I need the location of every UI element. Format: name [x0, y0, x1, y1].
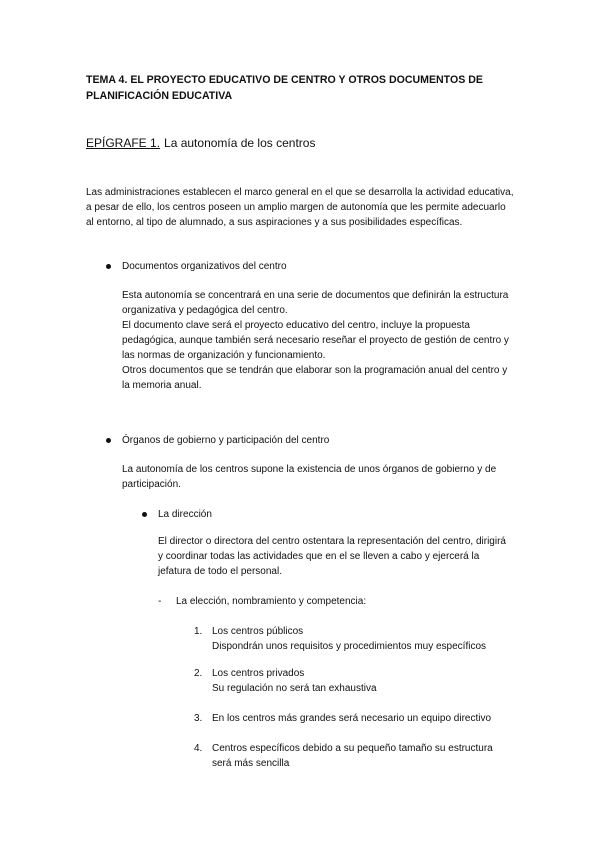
paragraph-line: jefatura de todo el personal. — [158, 566, 282, 577]
dash-item-text: La elección, nombramiento y competencia: — [176, 596, 367, 607]
epigrafe-label: EPÍGRAFE 1. — [86, 136, 161, 150]
paragraph-line: Las administraciones establecen el marco general en el que se desarrolla la actividad educativa, — [86, 187, 514, 198]
paragraph-line: La autonomía de los centros supone la existencia de unos órganos de gobierno y de — [122, 464, 497, 475]
list-item-title: En los centros más grandes será necesario un equipo directivo — [212, 713, 492, 724]
bullet-icon — [142, 512, 147, 517]
paragraph-line: al entorno, al tipo de alumnado, a sus aspiraciones y a sus posibilidades específicas. — [86, 217, 463, 228]
list-item — [212, 666, 377, 696]
organos-paragraph — [122, 462, 522, 492]
epigrafe-text: La autonomía de los centros — [164, 136, 316, 150]
list-item-detail: será más sencilla — [212, 758, 290, 769]
bullet-heading-organos: Órganos de gobierno y participación del centro — [122, 435, 330, 446]
paragraph-line: participación. — [122, 479, 181, 490]
bullet-heading-direccion: La dirección — [158, 509, 212, 520]
list-item-title: Los centros privados — [212, 668, 305, 679]
direccion-paragraph — [158, 534, 518, 579]
paragraph-line: organizativa y pedagógica del centro. — [122, 305, 288, 316]
list-item — [212, 711, 491, 726]
paragraph-line: y coordinar todas las actividades que en el se lleven a cabo y ejercerá la — [158, 551, 480, 562]
paragraph-line: Otros documentos que se tendrán que elaborar son la programación anual del centro y — [122, 365, 508, 376]
list-number: 4. — [194, 743, 203, 754]
bullet-heading-documentos: Documentos organizativos del centro — [122, 261, 287, 272]
documentos-paragraph — [122, 288, 522, 393]
list-item-title: Los centros públicos — [212, 626, 304, 637]
paragraph-line: El documento clave será el proyecto educativo del centro, incluye la propuesta — [122, 320, 470, 331]
paragraph-line: las normas de organización y funcionamiento. — [122, 350, 326, 361]
list-number: 2. — [194, 668, 203, 679]
list-item-title: Centros específicos debido a su pequeño tamaño su estructura — [212, 743, 493, 754]
section-heading — [86, 136, 315, 151]
paragraph-line: pedagógica, aunque también será necesario reseñar el proyecto de gestión de centro y — [122, 335, 509, 346]
list-number: 3. — [194, 713, 203, 724]
bullet-icon — [106, 264, 111, 269]
list-item-detail: Dispondrán unos requisitos y procedimientos muy específicos — [212, 641, 487, 652]
bullet-icon — [106, 438, 111, 443]
title-line: TEMA 4. EL PROYECTO EDUCATIVO DE CENTRO Y OTROS DOCUMENTOS DE — [86, 74, 483, 86]
list-number: 1. — [194, 626, 203, 637]
paragraph-line: El director o directora del centro ostentara la representación del centro, dirigirá — [158, 536, 506, 547]
title-line: PLANIFICACIÓN EDUCATIVA — [86, 90, 233, 102]
document-title — [86, 72, 516, 104]
paragraph-line: a pesar de ello, los centros poseen un amplio margen de autonomía que les permite adecuarlo — [86, 202, 506, 213]
intro-paragraph — [86, 185, 518, 230]
list-item — [212, 624, 486, 654]
list-item-detail: Su regulación no será tan exhaustiva — [212, 683, 377, 694]
dash-marker: - — [158, 596, 162, 607]
paragraph-line: la memoria anual. — [122, 380, 202, 391]
list-item — [212, 741, 493, 771]
paragraph-line: Esta autonomía se concentrará en una serie de documentos que definirán la estructura — [122, 290, 509, 301]
